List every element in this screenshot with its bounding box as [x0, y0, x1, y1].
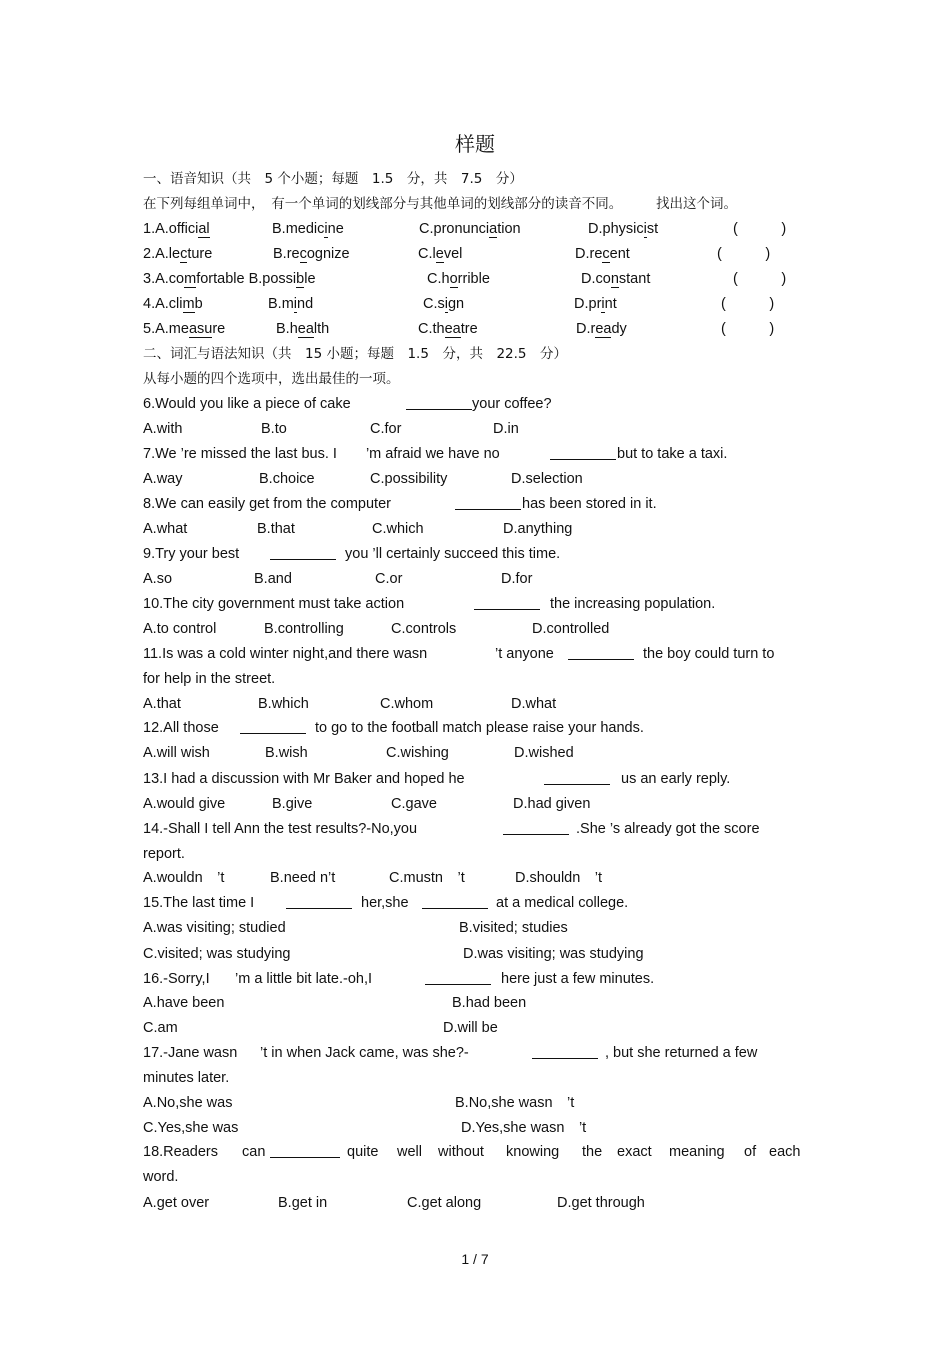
answer-blank — [425, 968, 491, 985]
answer-blank — [455, 493, 521, 510]
page-number: 1 / 7 — [461, 1251, 489, 1267]
section1-instruction: 在下列每组单词中， 有一个单词的划线部分与其他单词的划线部分的读音不同。 找出这个词。 — [143, 196, 737, 212]
answer-blank — [503, 818, 569, 835]
document-page: 样题 一、语音知识（共 5 个小题；每题 1.5 分，共 7.5 分） 在下列每组单词中， 有一个单词的划线部分与其他单词的划线部分的读音不同。 找出这个词。 1.A.official B.medicine C.pronunciation D.physicist ( ) 2.A.lecture B.recognize C.level D.recent ( ) 3.A.comfortable B.possible C.horrible D.constant ( ) 4.A.climb B.mind C.sign D.print ( ) 5.A.measure B.health C.theatre D.ready ( ) 二、词汇与语法知识（共 15 小题；每题 1.5 分，共 22.5 分） 从每小题的四个选项中，选出最佳的一项。 6.Would you like a piece of cake your coffee? A.with B.to C.for D.in 7.We ’re missed the last bus. I ’m afraid we have no but to take a taxi. A.way B.choice C.possibility D.selection 8.We can easily get from the computer has been stored in it. A.what B.that C.which D.anything 9.Try your best you ’ll certainly succeed this time. A.so B.and C.or D.for 10.The city government must take action the increasing population. A.to control B.controlling C.controls D.controlled 11.Is was a cold winter night,and there wasn ’t anyone the boy could turn to for help in the street. A.that B.which C.whom D.what 12.All those to go to the football match please raise your hands. A.will wish B.wish C.wishing D.wished 13.I had a discussion with Mr Baker and hoped he us an early reply. A.would give B.give C.gave D.had given 14.-Shall I tell Ann the test results?-No,you .She ’s already got the score report. A.wouldn ’t B.need n’t C.mustn ’t D.shouldn ’t 15.The last time I her,she at a medical college. A.was visiting; studied B.visited; studies C.visited; was studying D.was visiting; was studying 16.-Sorry,I ’m a little bit late.-oh,I here just a few minutes. A.have been B.had been C.am D.will be 17.-Jane wasn ’t in when Jack came, was she?- , but she returned a few minutes later. A.No,she was B.No,she wasn ’t C.Yes,she was D.Yes,she wasn ’t 18.Readers can quite well without knowing the exact meaning of each word. A.get over B.get in C.get along D.get through 1 / 7 — [0, 0, 950, 1345]
answer-blank — [544, 768, 610, 785]
section2-instruction: 从每小题的四个选项中，选出最佳的一项。 — [143, 371, 400, 387]
answer-blank — [286, 892, 352, 909]
section2-heading: 二、词汇与语法知识（共 15 小题；每题 1.5 分，共 22.5 分） — [143, 346, 567, 362]
question-17-stem-cont: minutes later. — [143, 1070, 230, 1086]
answer-blank — [422, 892, 488, 909]
question-11-stem-cont: for help in the street. — [143, 671, 276, 687]
answer-blank — [240, 717, 306, 734]
answer-blank — [568, 643, 634, 660]
page-title: 样题 — [455, 132, 495, 156]
section1-heading: 一、语音知识（共 5 个小题；每题 1.5 分，共 7.5 分） — [143, 171, 523, 187]
answer-blank — [532, 1042, 598, 1059]
answer-blank — [270, 1141, 340, 1158]
answer-blank — [270, 543, 336, 560]
answer-blank — [550, 443, 616, 460]
answer-blank — [406, 393, 472, 410]
question-18-stem-cont: word. — [143, 1169, 179, 1185]
question-14-stem-cont: report. — [143, 846, 185, 862]
answer-blank — [474, 593, 540, 610]
